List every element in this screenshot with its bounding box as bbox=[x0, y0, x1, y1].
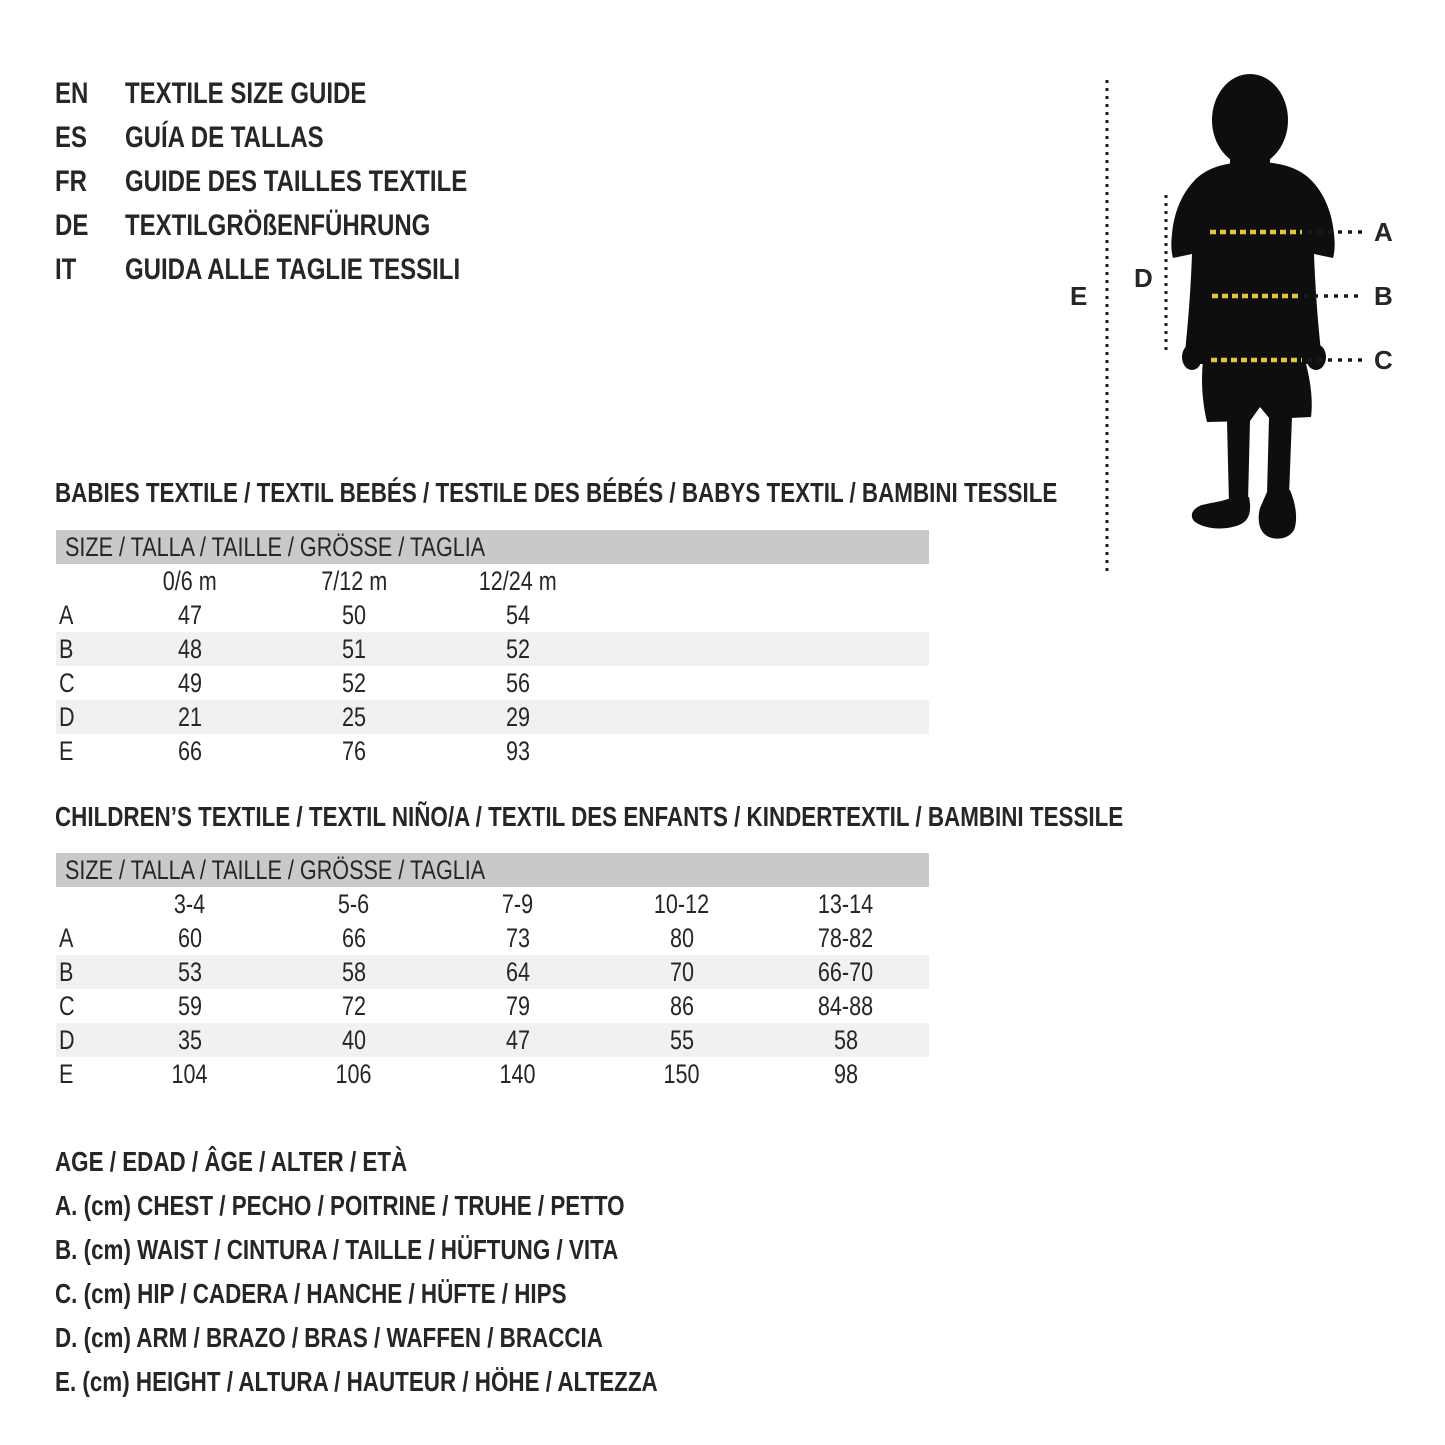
table-row bbox=[56, 1057, 929, 1091]
value-cell: 76 bbox=[341, 735, 367, 766]
value-cell: 93 bbox=[505, 735, 531, 766]
table-row bbox=[56, 921, 929, 955]
language-title: TEXTILE SIZE GUIDE bbox=[125, 77, 367, 110]
legend-line: D. (cm) ARM / BRAZO / BRAS / WAFFEN / BRACCIA bbox=[55, 1322, 603, 1353]
column-header-cell: 7/12 m bbox=[320, 565, 388, 596]
column-header-cell: 13-14 bbox=[818, 888, 874, 919]
value-cell: 54 bbox=[505, 599, 531, 630]
value-cell: 106 bbox=[335, 1058, 373, 1089]
value-cell: 84-88 bbox=[818, 990, 874, 1021]
column-header-cell: 5-6 bbox=[338, 888, 370, 919]
value-cell: 55 bbox=[669, 1024, 695, 1055]
children-size-table bbox=[56, 853, 929, 1091]
value-cell: 25 bbox=[341, 701, 367, 732]
babies-section-title: BABIES TEXTILE / TEXTIL BEBÉS / TESTILE DES BÉBÉS / BABYS TEXTIL / BAMBINI TESSILE bbox=[55, 477, 1058, 508]
row-label: A bbox=[59, 599, 74, 630]
figure-label-c: C bbox=[1374, 345, 1393, 375]
value-cell: 86 bbox=[669, 990, 695, 1021]
language-row bbox=[55, 248, 553, 292]
language-code: IT bbox=[55, 253, 77, 286]
language-code: FR bbox=[55, 165, 87, 198]
row-label: C bbox=[59, 990, 75, 1021]
language-code: ES bbox=[55, 121, 88, 154]
figure-label-d: D bbox=[1134, 263, 1153, 293]
value-cell: 40 bbox=[341, 1024, 367, 1055]
language-title: GUÍA DE TALLAS bbox=[125, 121, 324, 154]
value-cell: 73 bbox=[505, 922, 531, 953]
language-row bbox=[55, 160, 553, 204]
language-list bbox=[55, 72, 553, 292]
children-column-header-row bbox=[56, 887, 929, 921]
column-header-cell: 0/6 m bbox=[162, 565, 218, 596]
value-cell: 104 bbox=[171, 1058, 209, 1089]
value-cell: 35 bbox=[177, 1024, 203, 1055]
figure-label-e: E bbox=[1070, 281, 1088, 311]
figure-label-b: B bbox=[1374, 281, 1393, 311]
row-label: B bbox=[59, 633, 74, 664]
language-code: EN bbox=[55, 77, 89, 110]
legend-line: AGE / EDAD / ÂGE / ALTER / ETÀ bbox=[55, 1146, 408, 1177]
value-cell: 58 bbox=[833, 1024, 859, 1055]
value-cell: 80 bbox=[669, 922, 695, 953]
measurement-figure bbox=[1040, 60, 1445, 600]
table-row bbox=[56, 666, 929, 700]
language-row bbox=[55, 72, 553, 116]
language-title: TEXTILGRÖßENFÜHRUNG bbox=[125, 209, 431, 242]
legend-line: A. (cm) CHEST / PECHO / POITRINE / TRUHE / PETTO bbox=[55, 1190, 625, 1221]
row-label: A bbox=[59, 922, 74, 953]
column-header-cell: 10-12 bbox=[654, 888, 710, 919]
value-cell: 66 bbox=[177, 735, 203, 766]
row-label: D bbox=[59, 1024, 75, 1055]
value-cell: 56 bbox=[505, 667, 531, 698]
value-cell: 51 bbox=[341, 633, 367, 664]
row-label: D bbox=[59, 701, 75, 732]
value-cell: 60 bbox=[177, 922, 203, 953]
row-label: B bbox=[59, 956, 74, 987]
babies-size-header-bar: SIZE / TALLA / TAILLE / GRÖSSE / TAGLIA bbox=[56, 530, 929, 564]
table-row bbox=[56, 734, 929, 768]
table-row bbox=[56, 955, 929, 989]
language-row bbox=[55, 116, 553, 160]
value-cell: 79 bbox=[505, 990, 531, 1021]
language-title: GUIDA ALLE TAGLIE TESSILI bbox=[125, 253, 461, 286]
value-cell: 66 bbox=[341, 922, 367, 953]
table-row bbox=[56, 989, 929, 1023]
value-cell: 78-82 bbox=[818, 922, 874, 953]
value-cell: 53 bbox=[177, 956, 203, 987]
children-table-body bbox=[56, 921, 929, 1091]
value-cell: 29 bbox=[505, 701, 531, 732]
table-row bbox=[56, 598, 929, 632]
value-cell: 47 bbox=[177, 599, 203, 630]
value-cell: 72 bbox=[341, 990, 367, 1021]
children-section-title: CHILDREN’S TEXTILE / TEXTIL NIÑO/A / TEXTIL DES ENFANTS / KINDERTEXTIL / BAMBINI TESSILE bbox=[55, 801, 1124, 832]
column-header-cell: 12/24 m bbox=[478, 565, 558, 596]
table-row bbox=[56, 700, 929, 734]
value-cell: 70 bbox=[669, 956, 695, 987]
value-cell: 50 bbox=[341, 599, 367, 630]
table-row bbox=[56, 1023, 929, 1057]
value-cell: 59 bbox=[177, 990, 203, 1021]
figure-label-a: A bbox=[1374, 217, 1393, 247]
value-cell: 66-70 bbox=[818, 956, 874, 987]
column-header-cell: 3-4 bbox=[174, 888, 206, 919]
table-row bbox=[56, 632, 929, 666]
value-cell: 58 bbox=[341, 956, 367, 987]
babies-table-body bbox=[56, 598, 929, 768]
value-cell: 48 bbox=[177, 633, 203, 664]
language-code: DE bbox=[55, 209, 89, 242]
value-cell: 150 bbox=[663, 1058, 701, 1089]
row-label: E bbox=[59, 735, 74, 766]
legend-line: B. (cm) WAIST / CINTURA / TAILLE / HÜFTUNG / VITA bbox=[55, 1234, 619, 1265]
legend-line: E. (cm) HEIGHT / ALTURA / HAUTEUR / HÖHE / ALTEZZA bbox=[55, 1366, 658, 1397]
value-cell: 47 bbox=[505, 1024, 531, 1055]
value-cell: 49 bbox=[177, 667, 203, 698]
row-label: E bbox=[59, 1058, 74, 1089]
value-cell: 52 bbox=[505, 633, 531, 664]
value-cell: 140 bbox=[499, 1058, 537, 1089]
value-cell: 64 bbox=[505, 956, 531, 987]
babies-column-header-row bbox=[56, 564, 929, 598]
measurement-legend bbox=[55, 1140, 808, 1404]
children-size-header-bar: SIZE / TALLA / TAILLE / GRÖSSE / TAGLIA bbox=[56, 853, 929, 887]
value-cell: 52 bbox=[341, 667, 367, 698]
child-silhouette-icon bbox=[1171, 74, 1334, 539]
row-label: C bbox=[59, 667, 75, 698]
column-header-cell: 7-9 bbox=[502, 888, 534, 919]
language-title: GUIDE DES TAILLES TEXTILE bbox=[125, 165, 468, 198]
babies-size-table bbox=[56, 530, 929, 768]
value-cell: 98 bbox=[833, 1058, 859, 1089]
legend-line: C. (cm) HIP / CADERA / HANCHE / HÜFTE / HIPS bbox=[55, 1278, 567, 1309]
language-row bbox=[55, 204, 553, 248]
value-cell: 21 bbox=[177, 701, 203, 732]
